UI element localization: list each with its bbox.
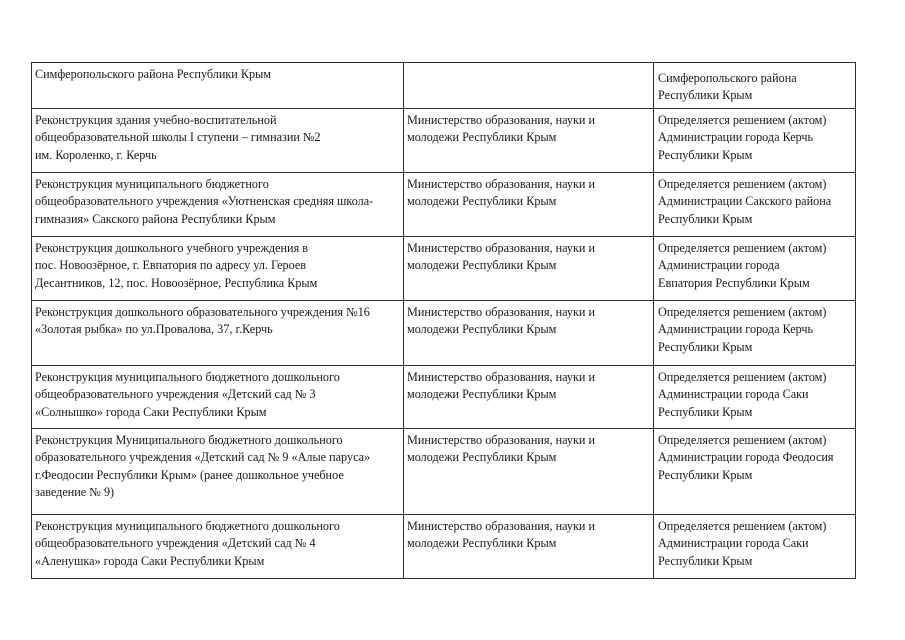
object-text: Реконструкция муниципального бюджетного дошкольного общеобразовательного учреждения «Детский сад № 3 «Солнышко» города Саки Республики Крым xyxy=(35,370,340,419)
object-text: Реконструкция дошкольного учебного учреждения в пос. Новоозёрное, г. Евпатория по адресу ул. Героев Десантников, 12, пос. Новоозёрное, Республика Крым xyxy=(35,241,318,290)
determination-text: Определяется решением (актом) Администрации города Саки Республики Крым xyxy=(658,370,827,419)
object-cell xyxy=(32,173,404,237)
ministry-text: Министерство образования, науки и молодежи Республики Крым xyxy=(407,305,595,337)
table-row xyxy=(32,429,856,515)
object-cell xyxy=(32,429,404,515)
objects-table xyxy=(31,62,856,579)
determination-cell xyxy=(654,109,856,173)
table-row xyxy=(32,301,856,366)
object-cell xyxy=(32,366,404,429)
determination-text: Симферопольского района Республики Крым xyxy=(658,71,797,103)
object-text: Симферопольского района Республики Крым xyxy=(35,67,272,81)
table-row xyxy=(32,173,856,237)
determination-cell xyxy=(654,173,856,237)
ministry-cell xyxy=(404,63,654,109)
table-row xyxy=(32,109,856,173)
object-cell xyxy=(32,63,404,109)
determination-text: Определяется решением (актом) Администрации города Феодосия Республики Крым xyxy=(658,433,834,482)
object-text: Реконструкция дошкольного образовательного учреждения №16 «Золотая рыбка» по ул.Провалова, 37, г.Керчь xyxy=(35,305,370,337)
table-row xyxy=(32,366,856,429)
object-text: Реконструкция здания учебно-воспитательной общеобразовательной школы I ступени – гимназии №2 им. Короленко, г. Керчь xyxy=(35,113,321,162)
ministry-cell xyxy=(404,429,654,515)
determination-cell xyxy=(654,63,856,109)
ministry-text: Министерство образования, науки и молодежи Республики Крым xyxy=(407,241,595,273)
ministry-cell xyxy=(404,173,654,237)
determination-cell xyxy=(654,429,856,515)
ministry-cell xyxy=(404,366,654,429)
determination-text: Определяется решением (актом) Администрации Сакского района Республики Крым xyxy=(658,177,832,226)
table-row xyxy=(32,515,856,579)
determination-text: Определяется решением (актом) Администрации города Керчь Республики Крым xyxy=(658,305,827,354)
ministry-cell xyxy=(404,109,654,173)
determination-cell xyxy=(654,301,856,366)
table-row xyxy=(32,63,856,109)
object-cell xyxy=(32,109,404,173)
determination-text: Определяется решением (актом) Администрации города Саки Республики Крым xyxy=(658,519,827,568)
object-text: Реконструкция муниципального бюджетного дошкольного общеобразовательного учреждения «Детский сад № 4 «Аленушка» города Саки Республики Крым xyxy=(35,519,340,568)
ministry-text xyxy=(404,63,653,66)
object-cell xyxy=(32,301,404,366)
ministry-text: Министерство образования, науки и молодежи Республики Крым xyxy=(407,113,595,145)
object-cell xyxy=(32,515,404,579)
determination-text: Определяется решением (актом) Администрации города Евпатория Республики Крым xyxy=(658,241,827,290)
table-row xyxy=(32,237,856,301)
determination-cell xyxy=(654,366,856,429)
ministry-text: Министерство образования, науки и молодежи Республики Крым xyxy=(407,370,595,402)
object-cell xyxy=(32,237,404,301)
ministry-cell xyxy=(404,515,654,579)
object-text: Реконструкция муниципального бюджетного общеобразовательного учреждения «Уютненская средняя школа- гимназия» Сакского района Республики Крым xyxy=(35,177,374,226)
determination-cell xyxy=(654,515,856,579)
object-text: Реконструкция Муниципального бюджетного дошкольного образовательного учреждения «Детский сад № 9 «Алые паруса» г.Феодосии Республики Крым» (ранее дошкольное учебное заведение № 9) xyxy=(35,433,371,499)
ministry-cell xyxy=(404,237,654,301)
ministry-text: Министерство образования, науки и молодежи Республики Крым xyxy=(407,177,595,209)
ministry-text: Министерство образования, науки и молодежи Республики Крым xyxy=(407,519,595,551)
determination-text: Определяется решением (актом) Администрации города Керчь Республики Крым xyxy=(658,113,827,162)
ministry-text: Министерство образования, науки и молодежи Республики Крым xyxy=(407,433,595,465)
determination-cell xyxy=(654,237,856,301)
ministry-cell xyxy=(404,301,654,366)
